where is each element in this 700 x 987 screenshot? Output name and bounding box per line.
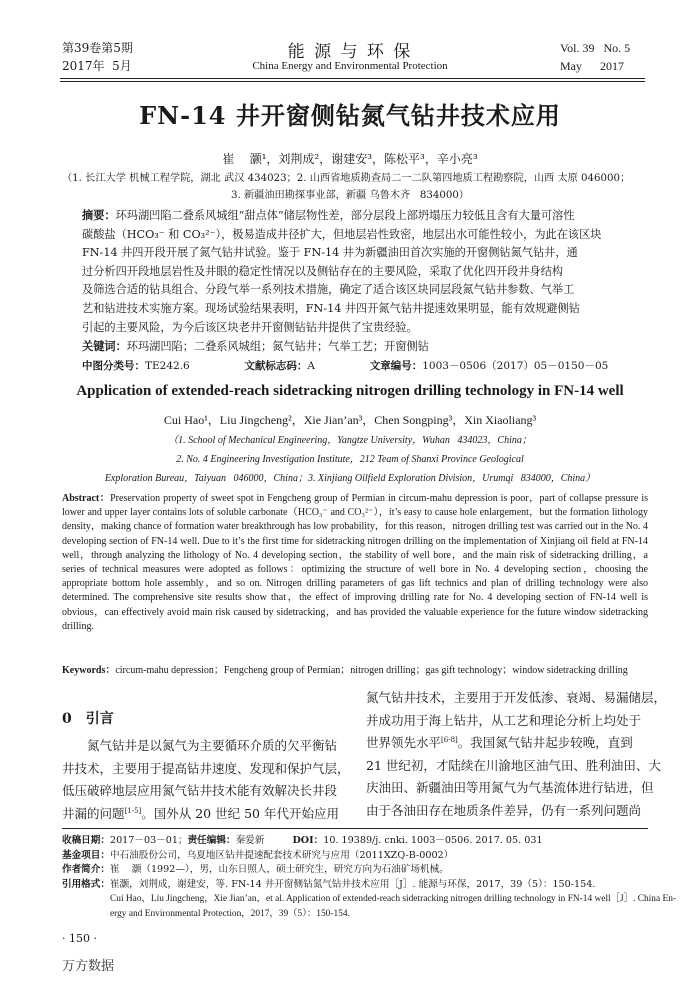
citation[interactable]: [1-5] — [124, 806, 142, 815]
keywords-en-label: Keywords： — [62, 665, 116, 676]
author-bio: 崔 灏（1992—），男，山东日照人，硕士研究生，研究方向为石油矿场机械。 — [109, 864, 449, 875]
body-line: 庆油田、新疆油田等用氮气为气基流体进行钻进，但 — [366, 780, 654, 795]
footnotes — [62, 834, 677, 921]
title-cn: FN-14 井开窗侧钻氮气钻井技术应用 — [139, 101, 561, 130]
citation-en-1: Cui Hao，Liu Jingcheng，Xie Jian’an，et al. Application of extended-reach sidetracking nitrogen drilling technology in FN-14 well［J］. China En- — [110, 894, 677, 904]
body-line: 。国外从 20 世纪 50 年代开始应用 — [141, 805, 339, 821]
keywords-en-text: circum-mahu depression；Fengcheng group of Permian；nitrogen drilling；gas gift technology；window sidetracking drilling — [115, 665, 628, 676]
right-column — [366, 687, 667, 822]
authors-cn: 崔 灏¹，刘荆成²，谢建安³，陈松平³，辛小亮³ — [222, 152, 478, 166]
abstract-cn-line: 引起的主要风险，为今后该区块老井开窗侧钻钻井提供了宝贵经验。 — [82, 320, 418, 334]
left-column — [62, 735, 348, 825]
fund: 中石油股份公司，乌夏地区钻井提速配套技术研究与应用（2011XZQ-B-0002） — [109, 849, 454, 861]
affiliation-cn-1: （1. 长江大学 机械工程学院，湖北 武汉 434023；2. 山西省地质勘查局二一二队第四地质工程勘察院，山西 太原 046000； — [62, 173, 631, 184]
affiliation-en-3: Exploration Bureau，Taiyuan 046000，China；3. Xinjiang Oilfield Exploration Division，Urumqi 834000，China） — [104, 473, 596, 484]
header-rule — [60, 78, 645, 79]
body-line: 低压破碎地层应用氮气钻井技术能有效解决长井段 — [62, 783, 338, 798]
editor: 秦爱新 — [235, 835, 265, 846]
body-line: 。我国氮气钻井起步较晚，直到 — [457, 735, 633, 750]
article-no-value: 1003－0506（2017）05－0150－05 — [422, 359, 609, 372]
keywords-en — [62, 664, 648, 678]
citation[interactable]: [6-8] — [441, 735, 458, 744]
page-number: · 150 · — [62, 932, 97, 945]
article-no-label: 文章编号： — [369, 359, 423, 372]
body-line: 氮气钻井技术，主要用于开发低渗、衰竭、易漏储层， — [366, 690, 667, 705]
body-line: 氮气钻井是以氮气为主要循环介质的欠平衡钻 — [87, 738, 338, 753]
abstract-cn-label: 摘要： — [82, 208, 116, 222]
classification-line — [82, 357, 652, 376]
abstract-cn-line: FN-14 井四开段开展了氮气钻井试验。鉴于 FN-14 井为新疆油田首次实施的开窗侧钻氮气钻井，通 — [82, 246, 578, 260]
abstract-en-text: Preservation property of sweet spot in Fengcheng group of Permian in circum-mahu depression is poor，part of collapse pressure is lower and upper layer contains lots of soluble carbonate（HCO₃⁻ and CO₃²⁻），it’s easy to cause hole enlargement，but the formation lithology density，making chance of formation water breakthrough has low probability，for this reason，nitrogen drilling test was carried out in the No. 4 developing section of FN-14 well. Due to it’s the first time for sidetracking nitrogen drilling on the implementation of Xinjiang oil field at FN-14 well，through analyzing the lithology of No. 4 developing section，the stability of well bore，and the main risk of sidetracking drilling，a series of technical measures were adopted as follows：optimizing the structure of well bore in No. 4 developing section，choosing the appropriate bottom hole assembly，and so on. Nitrogen drilling parameters of gas lift technics and plan of drilling technology were also determined. The comprehensive site results show that，the effect of improving drilling rate for No. 4 developing section of FN-14 well is obvious，can effectively avoid main risk caused by sidetracking，and has provided the valuable experience for the future window sidetracking drilling. — [62, 493, 648, 632]
section-number: 0 — [62, 711, 72, 727]
keywords-cn: 环玛湖凹陷；二叠系风城组；氮气钻井；气举工艺；开窗侧钻 — [126, 340, 429, 354]
body-line: 21 世纪初，才陆续在川渝地区油气田、胜利油田、大 — [366, 757, 661, 773]
section-heading — [62, 708, 114, 728]
affiliation-en-1: （1. School of Mechanical Engineering，Yangtze University，Wuhan 434023，China； — [168, 435, 532, 446]
watermark: 万方数据 — [62, 959, 115, 974]
abstract-cn — [82, 206, 652, 375]
body-line: 由于各油田存在地质条件差异，仍有一系列问题尚 — [366, 802, 642, 818]
keywords-cn-label: 关键词： — [82, 339, 127, 354]
body-line: 并成功用于海上钻井，从工艺和理论分析上均处于 — [366, 712, 642, 728]
abstract-cn-line: 碳酸盐（HCO₃⁻ 和 CO₃²⁻），极易造成井径扩大，但地层岩性致密，地层出水可能性较小，为此在该区块 — [82, 227, 602, 241]
author-bio-label: 作者简介： — [62, 864, 110, 875]
journal-title-en: China Energy and Environmental Protection — [252, 60, 448, 72]
citation-en-2: ergy and Environmental Protection，2017，39（5）：150-154. — [110, 908, 350, 919]
title-en: Application of extended-reach sidetracking nitrogen drilling technology in FN-14 well — [76, 383, 624, 399]
abstract-cn-line: 及筛选合适的钻具组合、分段气举一系列技术措施，确定了适合该区块同层段氮气钻井参数、气举工 — [82, 283, 575, 297]
doi[interactable]: 10. 19389/j. cnki. 1003－0506. 2017. 05. 031 — [323, 835, 543, 846]
clc-value: TE242.6 — [145, 359, 190, 372]
abstract-en — [62, 492, 648, 634]
header-rule-2 — [60, 81, 645, 82]
affiliation-en-2: 2. No. 4 Engineering Investigation Institute，212 Team of Shanxi Province Geological — [176, 454, 524, 465]
received-date: 2017－03－01； — [109, 835, 188, 846]
citation-format-label: 引用格式： — [62, 878, 110, 890]
date-en: May 2017 — [560, 59, 624, 73]
abstract-cn-line: 环玛湖凹陷二叠系风城组“甜点体”储层物性差，部分层段上部坍塌压力较低且含有大量可溶性 — [115, 209, 575, 222]
doc-code-label: 文献标志码： — [244, 359, 308, 372]
editor-label: 责任编辑： — [187, 835, 236, 846]
doi-label: DOI： — [292, 835, 324, 846]
affiliation-cn-2: 3. 新疆油田勘探事业部，新疆 乌鲁木齐 834000） — [231, 190, 469, 201]
volume-en: Vol. 39 No. 5 — [560, 41, 631, 55]
body-line: 世界领先水平 — [366, 735, 442, 750]
clc-label: 中图分类号： — [82, 359, 145, 372]
issue-cn-line2: 2017年 5月 — [62, 59, 132, 73]
issue-cn-line1: 第39卷第5期 — [62, 41, 133, 55]
citation-cn: 崔灏，刘荆成，谢建安，等. FN-14 井开窗侧钻氮气钻井技术应用［J］. 能源与环保，2017，39（5）：150-154. — [109, 878, 596, 890]
abstract-cn-line: 艺和钻进技术实施方案。现场试验结果表明，FN-14 井四开氮气钻井提速效果明显，能有效规避侧钻 — [82, 301, 580, 315]
authors-en: Cui Hao¹，Liu Jingcheng²，Xie Jian’an³，Chen Songping³，Xin Xiaoliang³ — [163, 413, 537, 427]
doc-code-value: A — [307, 359, 316, 372]
fund-label: 基金项目： — [62, 849, 110, 861]
journal-title-cn: 能 源 与 环 保 — [287, 42, 413, 62]
received-label: 收稿日期： — [62, 835, 110, 846]
footnote-rule — [62, 828, 648, 829]
section-title: 引言 — [85, 711, 114, 727]
body-line: 井技术，主要用于提高钻井速度、发现和保护气层， — [62, 760, 350, 776]
abstract-en-label: Abstract： — [62, 493, 111, 504]
body-line: 井漏的问题 — [62, 805, 125, 821]
abstract-cn-line: 过分析四开段地层岩性及井眼的稳定性情况以及侧钻存在的主要风险，采取了优化四开段井身结构 — [82, 264, 564, 278]
